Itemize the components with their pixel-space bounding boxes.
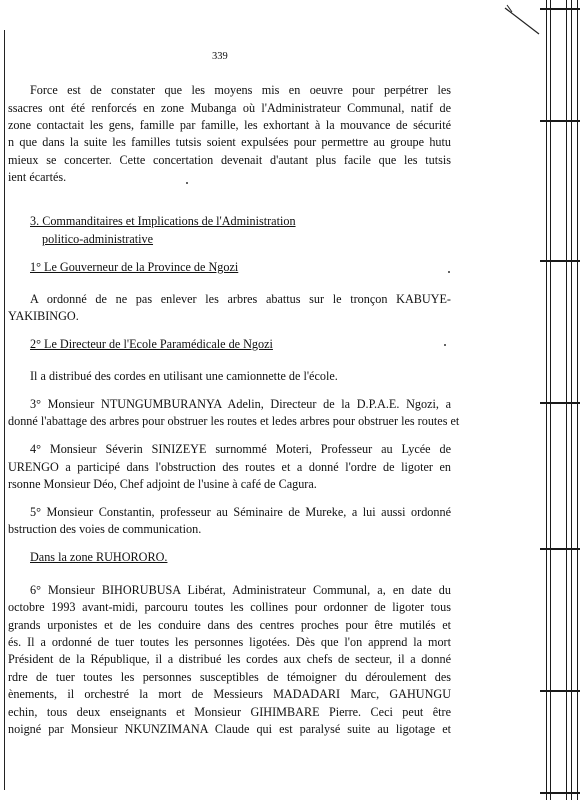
item-text: 3° Monsieur NTUNGUMBURANYA Adelin, Directeur de la D.P.A.E. Ngozi, a [30, 397, 451, 411]
scan-speck [444, 344, 446, 346]
item-text: Président de la République, il a distribué les cordes aux chefs de secteur, il a donné [8, 652, 451, 666]
item-text: URENGO a participé dans l'obstruction des routes et a donné l'ordre de ligoter en [8, 460, 451, 474]
item-text: bstruction des voies de communication. [8, 522, 202, 536]
item-text: rsonne Monsieur Déo, Chef adjoint de l'usine à café de Cagura. [8, 477, 317, 491]
paragraph-line: mieux se concerter. Cette concertation devenait d'autant plus facile que les tutsis [8, 153, 451, 167]
item-text: Il a distribué des cordes en utilisant une camionnette de l'école. [30, 369, 338, 383]
item-text: A ordonné de ne pas enlever les arbres abattus sur le tronçon KABUYE- [30, 292, 451, 306]
item-text: 4° Monsieur Séverin SINIZEYE surnommé Moteri, Professeur au Lycée de [30, 442, 451, 456]
scan-speck [186, 182, 188, 184]
item-text: noigné par Monsieur NKUNZIMANA Claude qui est paralysé suite au ligotage et [8, 722, 451, 736]
item-text: grands urponistes et de les conduire dans des centres proches pour être mutilés et [8, 618, 451, 632]
item-heading: 2° Le Directeur de l'Ecole Paramédicale de Ngozi [30, 337, 273, 351]
item-text: és. Il a ordonné de tuer toutes les personnes ligotées. Dès que l'on apprend la mort [8, 635, 451, 649]
corner-scan-mark [0, 0, 580, 60]
section-title: 3. Commanditaires et Implications de l'Administration [30, 214, 296, 228]
paragraph-line: n que dans la suite les familles tutsis soient expulsées pour permettre au groupe hutu [8, 135, 451, 149]
paragraph-line: zone contactait les gens, famille par famille, les exhortant à la mouvance de sécurité [8, 118, 451, 132]
item-text: 5° Monsieur Constantin, professeur au Séminaire de Mureke, a lui aussi ordonné [30, 505, 451, 519]
item-text: rdre de tuer toutes les personnes susceptibles de témoigner du déroulement des [8, 670, 451, 684]
page-number: 339 [212, 51, 228, 62]
paragraph-line: ssacres ont été renforcés en zone Mubanga où l'Administrateur Communal, natif de [8, 101, 451, 115]
item-text: 6° Monsieur BIHORUBUSA Libérat, Administrateur Communal, a, en date du [30, 583, 451, 597]
item-text: ènements, il orchestré la mort de Messieurs MADADARI Marc, GAHUNGU [8, 687, 451, 701]
item-text: donné l'abattage des arbres pour obstruer les routes et ledes arbres pour obstruer les routes et [8, 414, 460, 428]
scan-speck [448, 271, 450, 273]
page-left-edge [4, 30, 5, 790]
section-title-continued: politico-administrative [42, 232, 154, 246]
zone-heading: Dans la zone RUHORORO. [30, 550, 168, 564]
item-heading: 1° Le Gouverneur de la Province de Ngozi [30, 260, 239, 274]
paragraph-line: ient écartés. [8, 170, 67, 184]
binder-edge [540, 0, 580, 800]
item-text: YAKIBINGO. [8, 309, 79, 323]
paragraph-line: Force est de constater que les moyens mis en oeuvre pour perpétrer les [30, 83, 451, 97]
item-text: octobre 1993 avant-midi, parcouru toutes les collines pour ordonner de ligoter tous [8, 600, 451, 614]
item-text: echin, tous deux enseignants et Monsieur GIHIMBARE Pierre. Ceci peut être [8, 705, 451, 719]
